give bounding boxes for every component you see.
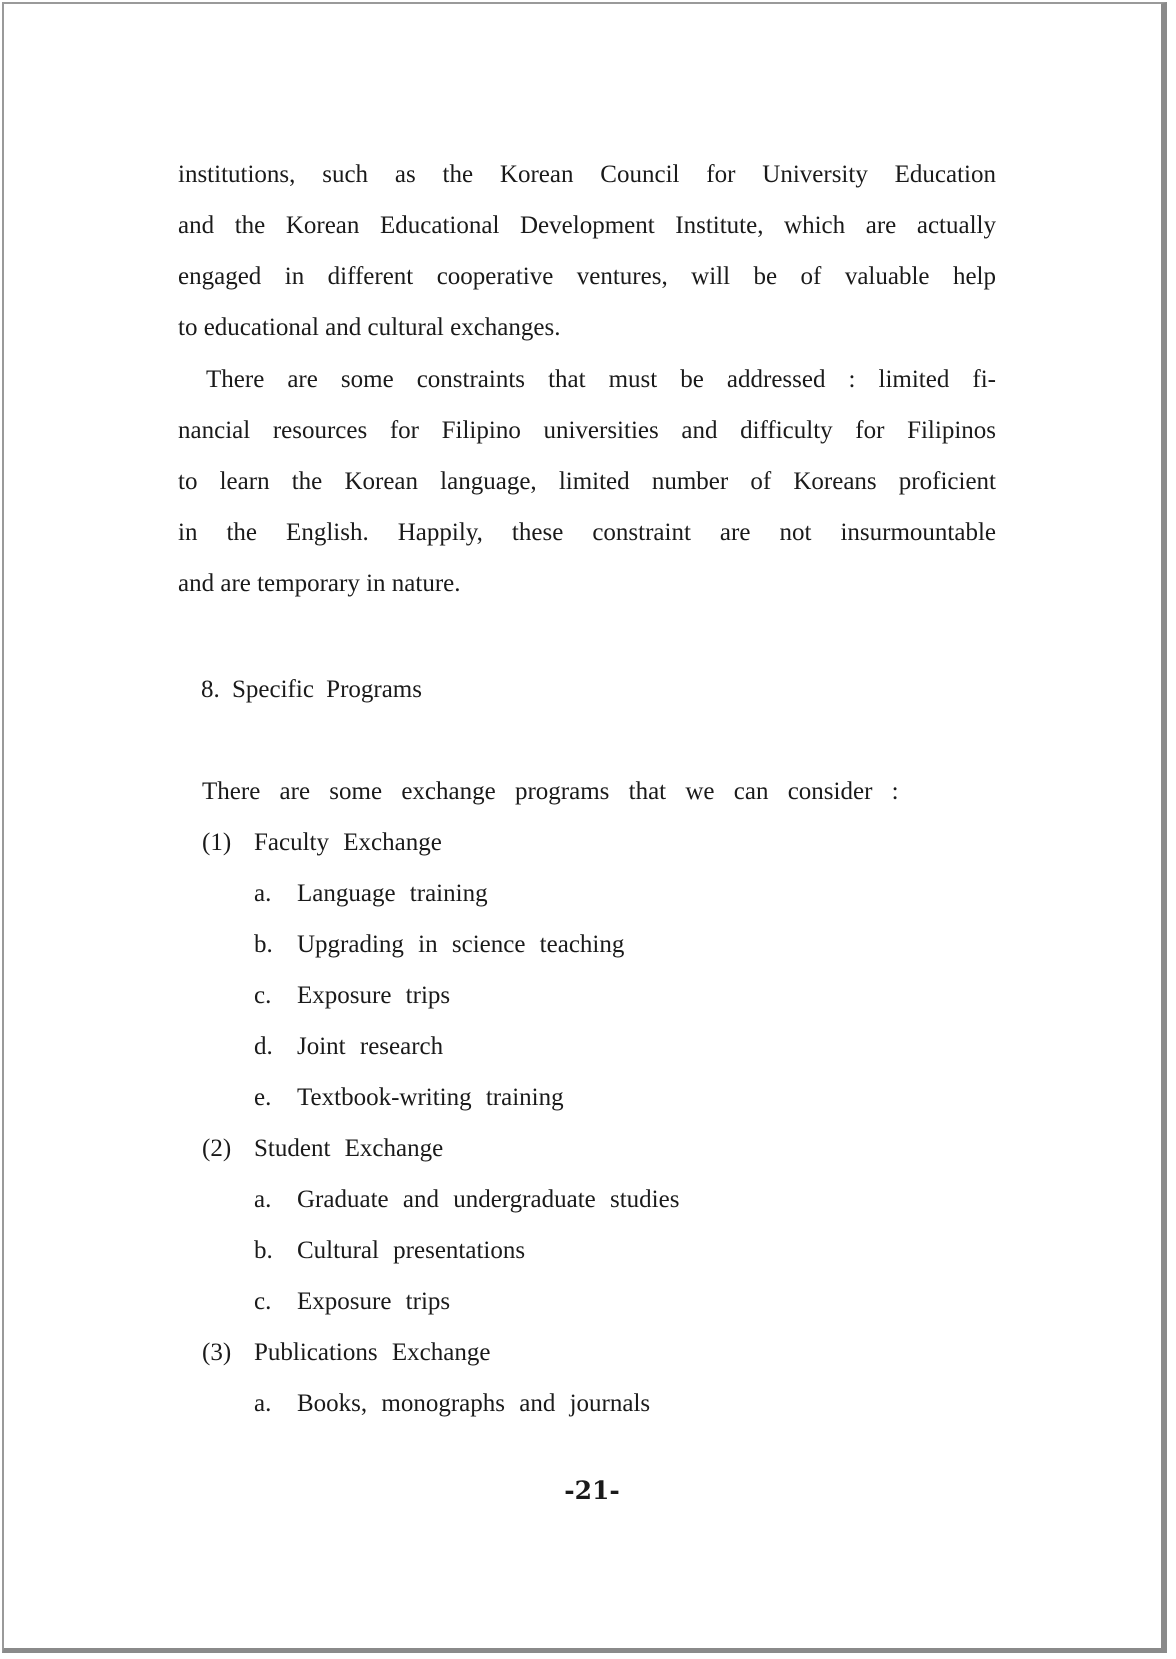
group-number: (1) [202,829,232,856]
item-text: Books, monographs and journals [297,1390,651,1417]
item-text: Joint research [297,1033,444,1060]
item-letter: a. [254,1186,272,1213]
item-text: Exposure trips [297,982,451,1009]
group-number: (3) [202,1339,232,1366]
item-letter: c. [254,982,272,1009]
paragraph-line: and the Korean Educational Development Institute, which are actually [178,212,996,239]
item-text: Exposure trips [297,1288,451,1315]
list-item [254,1072,564,1123]
paragraph-line: engaged in different cooperative ventures, will be of valuable help [178,263,996,290]
list-item [254,1174,679,1225]
paragraph-line: to learn the Korean language, limited number of Koreans proficient [178,468,996,495]
item-text: Cultural presentations [297,1237,526,1264]
paragraph-line: to educational and cultural exchanges. [178,314,561,341]
paragraph-line: institutions, such as the Korean Council for University Education [178,161,996,188]
list-item [254,1225,525,1276]
paragraph-line: and are temporary in nature. [178,570,461,597]
item-text: Graduate and undergraduate studies [297,1186,680,1213]
list-item [254,970,450,1021]
program-group-title [202,1123,443,1174]
item-letter: c. [254,1288,272,1315]
item-letter: a. [254,1390,272,1417]
item-letter: a. [254,880,272,907]
programs-intro: There are some exchange programs that we can consider : [202,778,899,805]
item-letter: b. [254,931,273,958]
paragraph-line: nancial resources for Filipino universities and difficulty for Filipinos [178,417,996,444]
paragraph-1 [178,149,996,353]
list-item [254,919,624,970]
paragraph-line: in the English. Happily, these constraint are not insurmountable [178,519,996,546]
group-title-text: Publications Exchange [254,1339,491,1366]
section-heading: 8. Specific Programs [201,676,422,703]
list-item [254,1276,450,1327]
item-text: Upgrading in science teaching [297,931,625,958]
item-text: Textbook-writing training [297,1084,564,1111]
item-text: Language training [297,880,488,907]
list-item [254,868,488,919]
list-item [254,1021,443,1072]
group-title-text: Faculty Exchange [254,829,442,856]
program-group-title [202,817,442,868]
item-letter: d. [254,1033,273,1060]
item-letter: e. [254,1084,272,1111]
list-item [254,1378,650,1429]
group-number: (2) [202,1135,232,1162]
group-title-text: Student Exchange [254,1135,444,1162]
document-page [2,2,1167,1653]
item-letter: b. [254,1237,273,1264]
program-group-title [202,1327,490,1378]
page-number: -21- [564,1476,620,1505]
paragraph-2 [178,354,996,609]
paragraph-line: There are some constraints that must be addressed : limited fi- [206,366,996,393]
